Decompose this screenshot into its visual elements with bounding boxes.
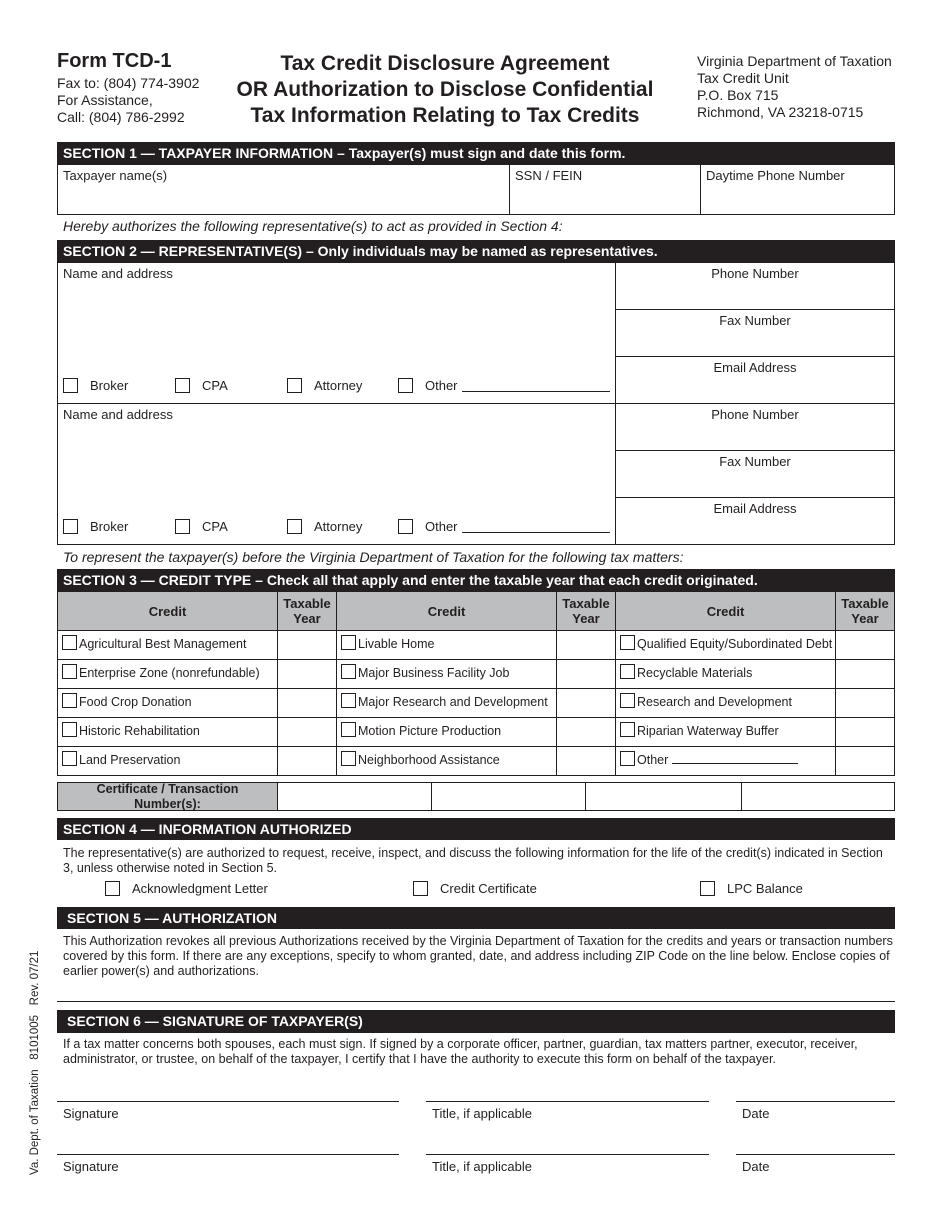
field-label: Taxpayer name(s): [63, 168, 168, 183]
checkbox[interactable]: [62, 722, 77, 737]
option-label: Other: [425, 519, 458, 535]
checkbox[interactable]: [175, 519, 190, 534]
credit-label: Recyclable Materials: [637, 666, 753, 680]
credit-option[interactable]: [615, 717, 836, 747]
form-id-block: [57, 50, 199, 126]
credit-option[interactable]: [336, 659, 557, 689]
ssn-fein-field[interactable]: [509, 164, 701, 215]
field-label: Phone Number: [711, 407, 799, 422]
option-label: CPA: [202, 519, 228, 535]
checkbox[interactable]: [105, 881, 120, 896]
checkbox[interactable]: [62, 751, 77, 766]
checkbox[interactable]: [398, 519, 413, 534]
taxable-year-header: [277, 591, 337, 631]
checkbox[interactable]: [700, 881, 715, 896]
lpc-balance-option[interactable]: [700, 880, 803, 898]
credit-label: Qualified Equity/Subordinated Debt: [637, 637, 833, 651]
header-text: Taxable: [841, 596, 889, 611]
credit-label: Research and Development: [637, 695, 792, 709]
other-line[interactable]: [672, 752, 798, 764]
signature-line-label: Signature: [63, 1159, 119, 1174]
field-label: Phone Number: [711, 266, 799, 281]
date-line-label: Date: [742, 1159, 770, 1174]
address-line: Virginia Department of Taxation: [697, 53, 892, 69]
checkbox[interactable]: [398, 378, 413, 393]
taxable-year-field[interactable]: [277, 630, 337, 660]
credit-option[interactable]: [615, 688, 836, 718]
rep-type-broker[interactable]: [63, 518, 128, 536]
credit-option[interactable]: [615, 746, 836, 776]
other-line[interactable]: [462, 521, 610, 533]
assistance-label: For Assistance,: [57, 92, 153, 108]
credit-label: Major Research and Development: [358, 695, 548, 709]
checkbox[interactable]: [620, 722, 635, 737]
title-line: Tax Information Relating to Tax Credits: [250, 104, 640, 127]
signature-line[interactable]: [57, 1101, 399, 1102]
header-text: Year: [851, 611, 879, 626]
date-line[interactable]: [736, 1154, 895, 1155]
credit-label: Riparian Waterway Buffer: [637, 724, 779, 738]
credit-option[interactable]: [336, 630, 557, 660]
credit-option[interactable]: [336, 717, 557, 747]
revision-note: Va. Dept. of Taxation 8101005 Rev. 07/21: [29, 950, 41, 1175]
field-label: Name and address: [63, 266, 173, 281]
rep-type-cpa[interactable]: [175, 518, 228, 536]
checkbox[interactable]: [620, 751, 635, 766]
checkbox[interactable]: [341, 722, 356, 737]
taxable-year-field[interactable]: [835, 630, 895, 660]
agency-address: [697, 53, 892, 121]
section-5-header: SECTION 5 — AUTHORIZATION: [57, 907, 895, 929]
field-label: Email Address: [713, 360, 797, 375]
other-line[interactable]: [462, 380, 610, 392]
signature-line[interactable]: [57, 1154, 399, 1155]
checkbox[interactable]: [620, 635, 635, 650]
taxable-year-field[interactable]: [556, 688, 616, 718]
checkbox[interactable]: [287, 519, 302, 534]
section-4-text: The representative(s) are authorized to request, receive, inspect, and discuss the following information for the life of the credit(s) indicated in Section 3, unless otherwise noted in Section 5.: [63, 846, 883, 875]
represent-text: To represent the taxpayer(s) before the Virginia Department of Taxation for the following tax matters:: [63, 549, 684, 565]
fax-number: Fax to: (804) 774-3902: [57, 75, 200, 91]
section-6-text: If a tax matter concerns both spouses, each must sign. If signed by a corporate officer, partner, guardian, tax matters partner, executor, receiver, administrator, or trustee, on behalf of the taxpayer, I certify that I have the authority to execute this form on behalf of the taxpayer.: [63, 1037, 858, 1066]
taxable-year-field[interactable]: [277, 717, 337, 747]
taxable-year-field[interactable]: [277, 746, 337, 776]
option-label: Acknowledgment Letter: [132, 881, 268, 897]
checkbox[interactable]: [62, 664, 77, 679]
option-label: Credit Certificate: [440, 881, 537, 897]
taxable-year-field[interactable]: [556, 746, 616, 776]
taxable-year-field[interactable]: [556, 717, 616, 747]
field-label: Fax Number: [719, 454, 791, 469]
credit-option[interactable]: [336, 746, 557, 776]
rep-type-cpa[interactable]: [175, 377, 228, 395]
rep-type-other[interactable]: [398, 518, 610, 536]
rep-fax-field[interactable]: [615, 450, 895, 498]
taxable-year-header: [556, 591, 616, 631]
credit-label: Livable Home: [358, 637, 435, 651]
rep-email-field[interactable]: [615, 356, 895, 404]
checkbox[interactable]: [62, 693, 77, 708]
authorizes-text: Hereby authorizes the following representative(s) to act as provided in Section 4:: [63, 218, 563, 234]
taxable-year-field[interactable]: [277, 659, 337, 689]
option-label: Broker: [90, 378, 129, 394]
taxable-year-field[interactable]: [835, 717, 895, 747]
credit-option[interactable]: [336, 688, 557, 718]
signature-line-label: Signature: [63, 1106, 119, 1121]
credit-label: Motion Picture Production: [358, 724, 502, 738]
header-text: Year: [572, 611, 600, 626]
taxable-year-field[interactable]: [556, 630, 616, 660]
certificate-number-field[interactable]: [277, 782, 432, 811]
credit-label: Major Business Facility Job: [358, 666, 510, 680]
taxable-year-field[interactable]: [835, 746, 895, 776]
credit-header: Credit: [615, 591, 836, 631]
credit-label: Agricultural Best Management: [79, 637, 247, 651]
section-1-header: SECTION 1 — TAXPAYER INFORMATION – Taxpayer(s) must sign and date this form.: [57, 142, 895, 164]
header-text: Year: [293, 611, 321, 626]
taxable-year-field[interactable]: [556, 659, 616, 689]
credit-option[interactable]: [57, 630, 278, 660]
checkbox[interactable]: [63, 378, 78, 393]
section-4-header: SECTION 4 — INFORMATION AUTHORIZED: [57, 818, 895, 840]
taxable-year-field[interactable]: [277, 688, 337, 718]
section-5-text: This Authorization revokes all previous Authorizations received by the Virginia Department of Taxation for the credits and years or transaction numbers covered by this form. If there are any exceptions, specify to whom granted, date, and address including ZIP Code on the line below. Enclose copies of earlier power(s) and authorizations.: [63, 934, 893, 978]
address-line: Richmond, VA 23218-0715: [697, 104, 864, 120]
header-text: Taxable: [283, 596, 331, 611]
certificate-number-field[interactable]: [431, 782, 586, 811]
credit-label: Historic Rehabilitation: [79, 724, 200, 738]
rep-phone-field[interactable]: [615, 262, 895, 310]
field-label: SSN / FEIN: [515, 168, 583, 183]
checkbox[interactable]: [62, 635, 77, 650]
option-label: Attorney: [314, 519, 363, 535]
rep-email-field[interactable]: [615, 497, 895, 545]
rep-type-attorney[interactable]: [287, 518, 362, 536]
taxable-year-field[interactable]: [835, 659, 895, 689]
option-label: Broker: [90, 519, 129, 535]
option-label: CPA: [202, 378, 228, 394]
section-2-header: SECTION 2 — REPRESENTATIVE(S) – Only individuals may be named as representatives.: [57, 240, 895, 262]
taxpayer-name-field[interactable]: [57, 164, 510, 215]
checkbox[interactable]: [63, 519, 78, 534]
credit-label: Other: [637, 753, 669, 767]
certificate-number-field[interactable]: [585, 782, 742, 811]
credit-label: Enterprise Zone (nonrefundable): [79, 666, 260, 680]
checkbox[interactable]: [413, 881, 428, 896]
address-line: P.O. Box 715: [697, 87, 779, 103]
option-label: LPC Balance: [727, 881, 803, 897]
date-line-label: Date: [742, 1106, 770, 1121]
title-line-label: Title, if applicable: [432, 1159, 532, 1174]
rep-type-broker[interactable]: [63, 377, 128, 395]
date-line[interactable]: [736, 1101, 895, 1102]
checkbox[interactable]: [175, 378, 190, 393]
credit-option[interactable]: [57, 659, 278, 689]
section-3-header: SECTION 3 — CREDIT TYPE – Check all that apply and enter the taxable year that each credit originated.: [57, 569, 895, 591]
credit-header: Credit: [57, 591, 278, 631]
credit-option[interactable]: [57, 746, 278, 776]
rep-type-other[interactable]: [398, 377, 610, 395]
checkbox[interactable]: [341, 693, 356, 708]
taxable-year-header: [835, 591, 895, 631]
credit-option[interactable]: [615, 630, 836, 660]
title-line: Tax Credit Disclosure Agreement: [280, 52, 610, 75]
header-text: Taxable: [562, 596, 610, 611]
option-label: Attorney: [314, 378, 363, 394]
title-line-label: Title, if applicable: [432, 1106, 532, 1121]
field-label: Name and address: [63, 407, 173, 422]
rep-fax-field[interactable]: [615, 309, 895, 357]
credit-header: Credit: [336, 591, 557, 631]
checkbox[interactable]: [341, 635, 356, 650]
credit-certificate-option[interactable]: [413, 880, 537, 898]
daytime-phone-field[interactable]: [700, 164, 895, 215]
field-label: Fax Number: [719, 313, 791, 328]
address-line: Tax Credit Unit: [697, 70, 789, 86]
title-line[interactable]: [426, 1154, 709, 1155]
certificate-number-field[interactable]: [741, 782, 895, 811]
checkbox[interactable]: [341, 751, 356, 766]
credit-label: Neighborhood Assistance: [358, 753, 500, 767]
checkbox[interactable]: [287, 378, 302, 393]
certificate-label: Certificate / Transaction Number(s):: [57, 782, 278, 811]
checkbox[interactable]: [620, 664, 635, 679]
form-id: Form TCD-1: [57, 50, 172, 72]
field-label: Email Address: [713, 501, 797, 516]
credit-option[interactable]: [57, 717, 278, 747]
checkbox[interactable]: [341, 664, 356, 679]
option-label: Other: [425, 378, 458, 394]
rep-type-attorney[interactable]: [287, 377, 362, 395]
title-line: OR Authorization to Disclose Confidential: [236, 78, 654, 101]
checkbox[interactable]: [620, 693, 635, 708]
rep-phone-field[interactable]: [615, 403, 895, 451]
credit-label: Land Preservation: [79, 753, 181, 767]
exceptions-line[interactable]: [57, 1001, 895, 1002]
section-6-header: SECTION 6 — SIGNATURE OF TAXPAYER(S): [57, 1010, 895, 1033]
field-label: Daytime Phone Number: [706, 168, 845, 183]
credit-option[interactable]: [57, 688, 278, 718]
acknowledgment-letter-option[interactable]: [105, 880, 268, 898]
assistance-phone: Call: (804) 786-2992: [57, 109, 185, 125]
title-line[interactable]: [426, 1101, 709, 1102]
taxable-year-field[interactable]: [835, 688, 895, 718]
credit-option[interactable]: [615, 659, 836, 689]
form-title: [220, 51, 670, 129]
credit-label: Food Crop Donation: [79, 695, 192, 709]
